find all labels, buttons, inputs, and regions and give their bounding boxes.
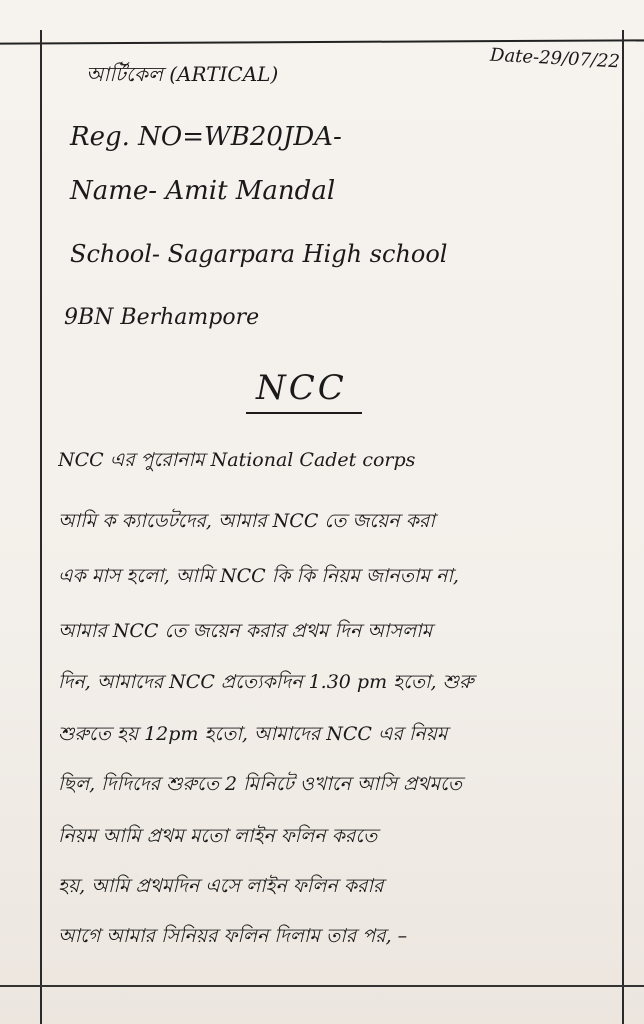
body-line: দিন, আমাদের NCC প্রত্যেকদিন 1.30 pm হতো, শুরু: [58, 671, 474, 693]
left-margin-line: [40, 30, 42, 1024]
page-title: NCC: [256, 368, 347, 408]
body-line: আমি ক ক্যাডেটদের, আমার NCC তে জয়েন করা: [58, 510, 435, 532]
body-line: এক মাস হলো, আমি NCC কি কি নিয়ম জানতাম না,: [58, 565, 459, 587]
school-name: School- Sagarpara High school: [70, 240, 448, 268]
body-line: নিয়ম আমি প্রথম মতো লাইন ফলিন করতে: [58, 825, 378, 847]
title-underline: [246, 412, 362, 414]
article-heading: আর্টিকেল (ARTICAL): [86, 62, 279, 86]
battalion: 9BN Berhampore: [64, 305, 260, 330]
body-line: ছিল, দিদিদের শুরুতে 2 মিনিটে ওখানে আসি প্রথমতে: [58, 773, 463, 795]
right-margin-line: [622, 30, 624, 1024]
date-text: Date-29/07/22: [489, 44, 621, 73]
body-line: NCC এর পুরোনাম National Cadet corps: [58, 449, 416, 471]
body-line: আমার NCC তে জয়েন করার প্রথম দিন আসলাম: [58, 620, 433, 642]
body-line: আগে আমার সিনিয়র ফলিন দিলাম তার পর, –: [58, 925, 408, 947]
bottom-rule-line: [0, 985, 644, 987]
registration-number: Reg. NO=WB20JDA-: [70, 122, 342, 152]
student-name: Name- Amit Mandal: [70, 176, 336, 206]
top-rule-line: [0, 39, 644, 44]
body-line: হয়, আমি প্রথমদিন এসে লাইন ফলিন করার: [58, 875, 384, 897]
body-line: শুরুতে হয় 12pm হতো, আমাদের NCC এর নিয়ম: [58, 723, 448, 745]
